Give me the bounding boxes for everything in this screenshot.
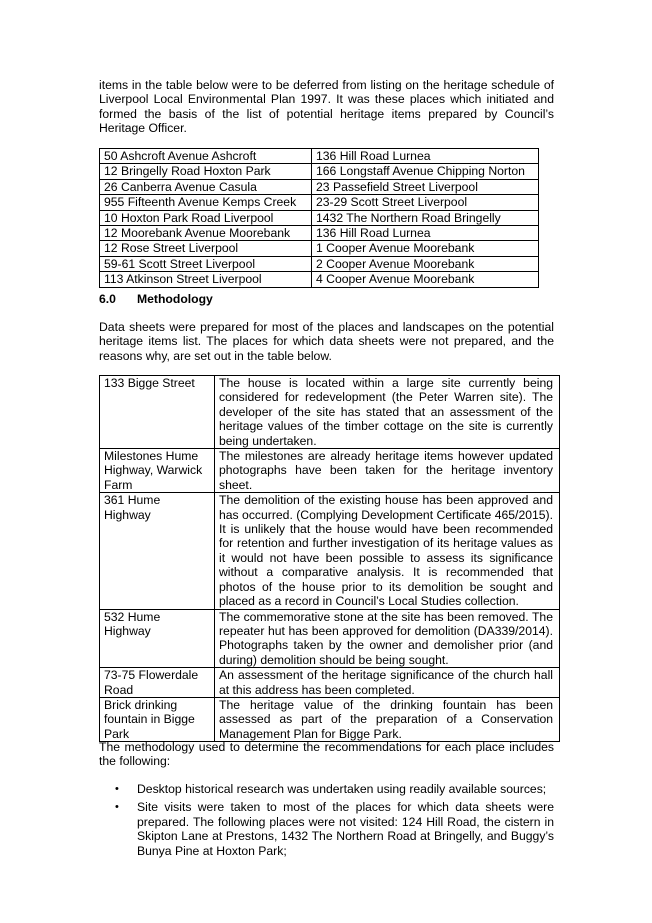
reason-cell: An assessment of the heritage significance of the church hall at this address has been completed. <box>215 668 560 698</box>
table-row <box>100 697 560 741</box>
section-title: Methodology <box>137 292 213 306</box>
bullet-icon: • <box>115 801 119 814</box>
table-row <box>100 226 539 241</box>
table-cell: 50 Ashcroft Avenue Ashcroft <box>100 149 312 164</box>
table-row <box>100 210 539 225</box>
place-cell: 133 Bigge Street <box>100 376 215 449</box>
table-cell: 955 Fifteenth Avenue Kemps Creek <box>100 195 312 210</box>
table-cell: 26 Canberra Avenue Casula <box>100 179 312 194</box>
bullet-text: Site visits were taken to most of the places for which data sheets were prepared. The following places were not visited: 124 Hill Road, the cistern in Skipton Lane at Prestons, 1432 The Northern Road at Bringelly, and Buggy’s Bunya Pine at Hoxton Park; <box>137 800 554 858</box>
methodology-paragraph: Data sheets were prepared for most of the places and landscapes on the potential heritage items list. The places for which data sheets were not prepared, and the reasons why, are set out in the table below. <box>99 320 554 363</box>
table-cell: 166 Longstaff Avenue Chipping Norton <box>312 164 539 179</box>
table-row <box>100 195 539 210</box>
table-cell: 4 Cooper Avenue Moorebank <box>312 272 539 287</box>
reason-cell: The demolition of the existing house has been approved and has occurred. (Complying Development Certificate 465/2015). It is unlikely that the house would have been recommended for retention and further investigation of its heritage values as it would not have been possible to assess its significance without a comparative analysis. It is recommended that photos of the house prior to its demolition be sought and placed as a record in Council’s Local Studies collection. <box>215 493 560 609</box>
section-number: 6.0 <box>99 292 116 306</box>
place-cell: 361 Hume Highway <box>100 493 215 609</box>
table-row <box>100 449 560 493</box>
table-row <box>100 609 560 668</box>
place-cell: 532 Hume Highway <box>100 609 215 668</box>
place-cell: Milestones Hume Highway, Warwick Farm <box>100 449 215 493</box>
list-item <box>99 782 554 796</box>
place-cell: Brick drinking fountain in Bigge Park <box>100 697 215 741</box>
table-row <box>100 179 539 194</box>
table-row <box>100 376 560 449</box>
reason-cell: The milestones are already heritage items however updated photographs have been taken for the heritage inventory sheet. <box>215 449 560 493</box>
table-cell: 23 Passefield Street Liverpool <box>312 179 539 194</box>
intro-paragraph: items in the table below were to be deferred from listing on the heritage schedule of Liverpool Local Environmental Plan 1997. It was these places which initiated and formed the basis of the list of potential heritage items prepared by Council’s Heritage Officer. <box>99 78 554 136</box>
methodology-bullet-list <box>99 782 554 862</box>
table-cell: 23-29 Scott Street Liverpool <box>312 195 539 210</box>
table-row <box>100 493 560 609</box>
table-cell: 136 Hill Road Lurnea <box>312 226 539 241</box>
table-row <box>100 668 560 698</box>
reason-cell: The house is located within a large site currently being considered for redevelopment (the Peter Warren site). The developer of the site has stated that an assessment of the heritage values of the timber cottage on the site is currently being undertaken. <box>215 376 560 449</box>
table-cell: 1 Cooper Avenue Moorebank <box>312 241 539 256</box>
table-cell: 2 Cooper Avenue Moorebank <box>312 256 539 271</box>
table-cell: 10 Hoxton Park Road Liverpool <box>100 210 312 225</box>
table-cell: 12 Rose Street Liverpool <box>100 241 312 256</box>
table-row <box>100 256 539 271</box>
methodology-intro: The methodology used to determine the recommendations for each place includes the following: <box>99 740 554 769</box>
reason-cell: The commemorative stone at the site has been removed. The repeater hut has been approved for demolition (DA339/2014). Photographs taken by the owner and demolisher prior (and during) demolition should be being sought. <box>215 609 560 668</box>
deferred-items-table <box>99 148 539 288</box>
section-heading <box>99 292 213 306</box>
table-cell: 113 Atkinson Street Liverpool <box>100 272 312 287</box>
bullet-icon: • <box>115 783 119 795</box>
table-cell: 136 Hill Road Lurnea <box>312 149 539 164</box>
table-row <box>100 241 539 256</box>
table-cell: 1432 The Northern Road Bringelly <box>312 210 539 225</box>
reason-cell: The heritage value of the drinking fountain has been assessed as part of the preparation of a Conservation Management Plan for Bigge Park. <box>215 697 560 741</box>
table-row <box>100 164 539 179</box>
table-row <box>100 272 539 287</box>
table-cell: 12 Moorebank Avenue Moorebank <box>100 226 312 241</box>
table-cell: 59-61 Scott Street Liverpool <box>100 256 312 271</box>
table-cell: 12 Bringelly Road Hoxton Park <box>100 164 312 179</box>
list-item <box>99 800 554 858</box>
table-row <box>100 149 539 164</box>
bullet-text: Desktop historical research was undertaken using readily available sources; <box>137 782 547 796</box>
place-cell: 73-75 Flowerdale Road <box>100 668 215 698</box>
no-datasheet-table <box>99 375 560 742</box>
